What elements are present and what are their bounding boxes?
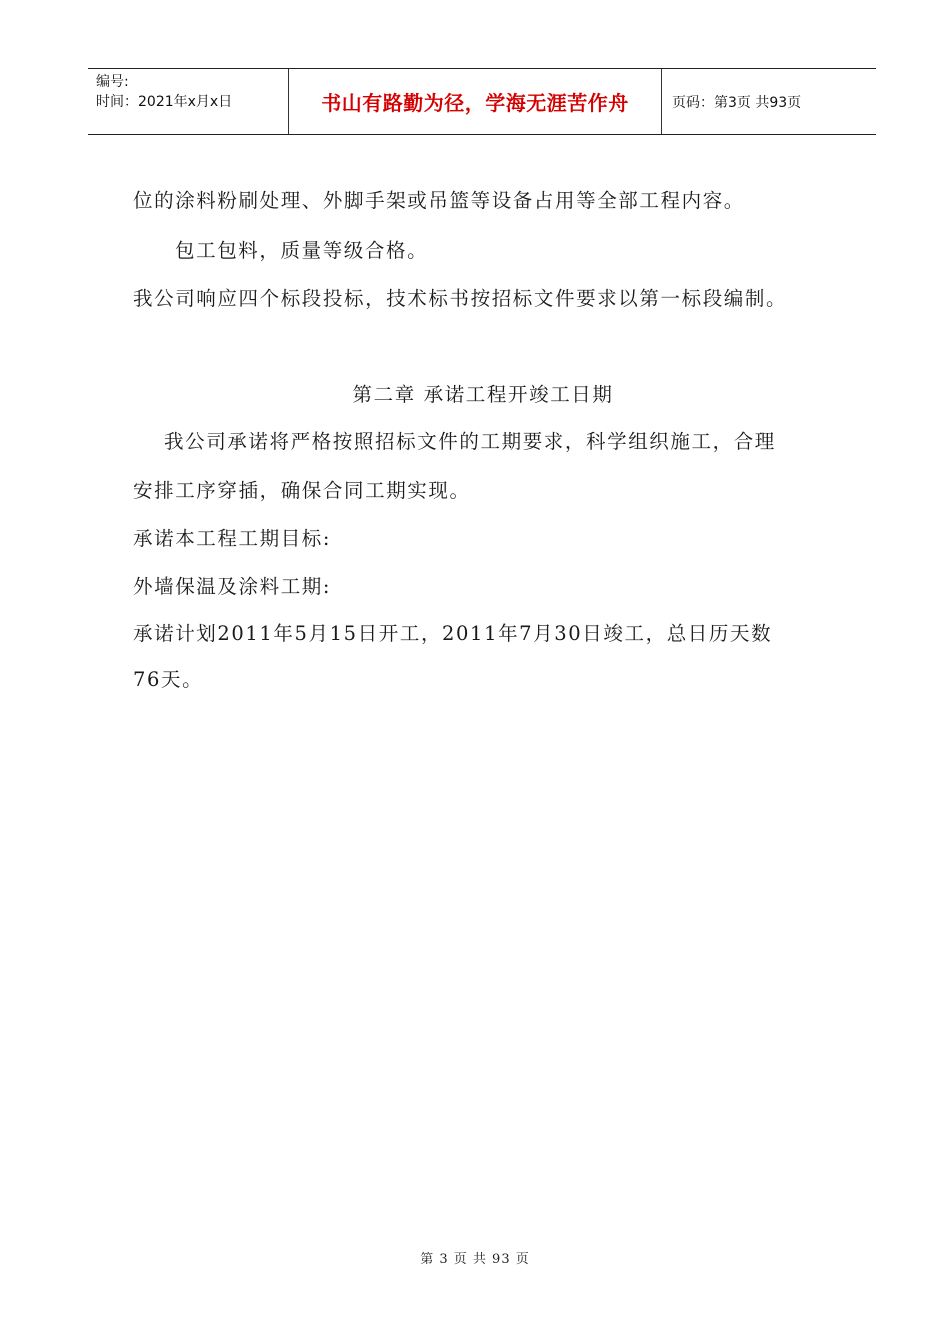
body-line: 外墙保温及涂料工期: bbox=[133, 575, 332, 598]
header-page-info: 页码：第3页 共93页 bbox=[672, 94, 802, 111]
header-page-cell bbox=[662, 69, 876, 134]
document-number-label: 编号: bbox=[96, 74, 129, 90]
body-line: 承诺计划2011年5月15日开工，2011年7月30日竣工，总日历天数 bbox=[133, 622, 773, 645]
page-header bbox=[88, 68, 876, 135]
header-motto-cell bbox=[288, 69, 662, 134]
body-line: 我公司响应四个标段投标，技术标书按招标文件要求以第一标段编制。 bbox=[133, 287, 788, 310]
header-meta-cell bbox=[88, 69, 288, 134]
page-footer: 第 3 页 共 93 页 bbox=[420, 1252, 530, 1267]
header-motto: 书山有路勤为径，学海无涯苦作舟 bbox=[321, 91, 629, 115]
body-line: 76天。 bbox=[133, 668, 204, 691]
body-line: 位的涂料粉刷处理、外脚手架或吊篮等设备占用等全部工程内容。 bbox=[133, 189, 745, 212]
document-time-label: 时间：2021年x月x日 bbox=[96, 94, 233, 110]
chapter-heading: 第二章 承诺工程开竣工日期 bbox=[352, 383, 614, 406]
body-line: 安排工序穿插，确保合同工期实现。 bbox=[133, 479, 471, 502]
body-line: 包工包料，质量等级合格。 bbox=[175, 239, 429, 262]
body-line: 我公司承诺将严格按照招标文件的工期要求，科学组织施工，合理 bbox=[164, 430, 776, 453]
body-line: 承诺本工程工期目标: bbox=[133, 527, 332, 550]
